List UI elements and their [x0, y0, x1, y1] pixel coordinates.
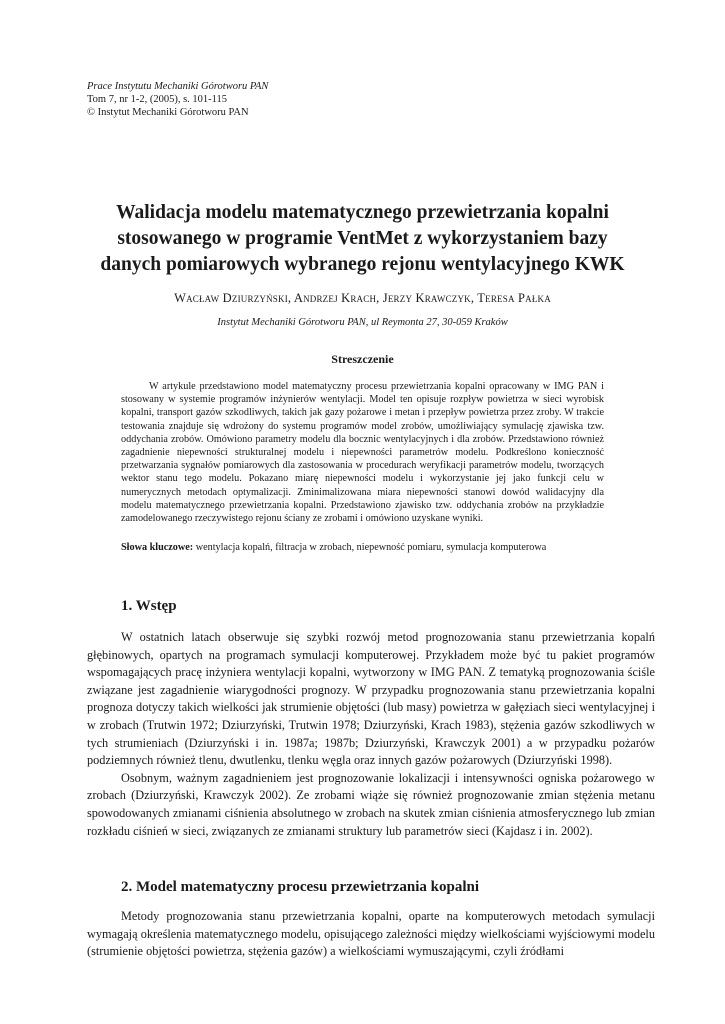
section-body-introduction [87, 629, 655, 840]
title-line-3: danych pomiarowych wybranego rejonu wentylacyjnego KWK [100, 254, 625, 275]
paragraph: W ostatnich latach obserwuje się szybki rozwój metod prognozowania stanu przewietrzania kopalń głębinowych, opartych na programach symulacji komputerowej. Przykładem może być tu pakiet programów wspomagających pracę inżyniera wentylacji kopalni, wytworzony w IMG PAN. Z tematyką prognozowania ściśle związane jest zagadnienie wiarygodności prognozy. W przypadku prognozowania stanu przewietrzania kopalni prognoza dotyczy takich wielkości jak strumienie objętości (lub masy) powietrza w gałęziach sieci wentylacyjnej i w zrobach (Trutwin 1972; Dziurzyński, Trutwin 1978; Dziurzyński, Krach 1983), stężenia gazów szkodliwych w tych strumieniach (Dziurzyński i in. 1987a; 1987b; Dziurzyński, Krawczyk 2001) a w przypadku pożarów podziemnych również tlenu, dwutlenku, tlenku węgla oraz innych gazów pożarowych (Dziurzyński 1998). [87, 630, 655, 768]
keywords-label: Słowa kluczowe: [121, 542, 194, 553]
keywords-text: wentylacja kopalń, filtracja w zrobach, niepewność pomiaru, symulacja komputerowa [195, 542, 547, 553]
journal-volume: Tom 7, nr 1-2, (2005), s. 101-115 [87, 94, 228, 105]
section-body-model [87, 908, 655, 961]
author-list: Wacław Dziurzyński, Andrzej Krach, Jerzy Krawczyk, Teresa Pałka [174, 291, 551, 305]
abstract-text: W artykule przedstawiono model matematyczny procesu przewietrzania kopalni opracowany w IMG PAN i stosowany w systemie programów inżynierów wentylacji. Model ten opisuje rozpływ powietrza w sieci wyrobisk kopalni, transport gazów szkodliwych, takich jak gazy pożarowe i metan i przepływ powietrza przez zroby. W trakcie testowania znajduje się wdrożony do systemu programów model zrobów, umożliwiający symulację zjawiska tzw. oddychania zrobów. Omówiono parametry modelu dla bocznic wentylacyjnych i dla zrobów. Przedstawiono również zagadnienie niepewności strukturalnej modelu i niepewności parametrów modelu. Podkreślono konieczność przetwarzania sygnałów pomiarowych dla zastosowania w procedurach weryfikacji parametrów modelu, tworzących wektor stanu tego modelu. Pokazano miarę niepewności modelu i wykorzystanie jej jako funkcji celu w numerycznych metodach optymalizacji. Zminimalizowana miara niepewności stanowi dowód walidacyjny dla modelu matematycznego przewietrzania kopalni. Przedstawiono zjawisko tzw. oddychania zrobów na przykładzie zamodelowanego rzeczywistego rejonu ściany ze zrobami i omówiono uzyskane wyniki. [121, 381, 604, 525]
paper-title [60, 200, 665, 278]
journal-header [87, 80, 268, 119]
title-line-2: stosowanego w programie VentMet z wykorzystaniem bazy [117, 228, 608, 249]
journal-name: Prace Instytutu Mechaniki Górotworu PAN [87, 81, 269, 92]
title-line-1: Walidacja modelu matematycznego przewietrzania kopalni [116, 202, 609, 223]
abstract-heading: Streszczenie [331, 352, 394, 366]
paragraph: Osobnym, ważnym zagadnieniem jest prognozowanie lokalizacji i intensywności ogniska pożarowego w zrobach (Dziurzyński, Krawczyk 2002). Ze zrobami wiąże się również prognozowanie zmian stężenia metanu spowodowanych zmianami ciśnienia absolutnego w zrobach na skutek zmian ciśnienia atmosferycznego lub zmian rozkładu ciśnień w sieci, związanych ze zmianami struktury lub parametrów sieci (Kajdasz i in. 2002). [87, 770, 655, 838]
affiliation: Instytut Mechaniki Górotworu PAN, ul Reymonta 27, 30-059 Kraków [217, 317, 508, 328]
keywords [121, 541, 604, 554]
paragraph: Metody prognozowania stanu przewietrzania kopalni, oparte na komputerowych metodach symulacji wymagają określenia matematycznego modelu, opisującego zależności między wielkościami wyjściowymi modelu (strumienie objętości powietrza, stężenia gazów) a wielkościami wymuszającymi, czyli źródłami [87, 909, 655, 959]
section-heading-model: 2. Model matematyczny procesu przewietrzania kopalni [121, 879, 480, 895]
journal-copyright: © Instytut Mechaniki Górotworu PAN [87, 107, 249, 118]
section-heading-introduction: 1. Wstęp [121, 598, 177, 614]
